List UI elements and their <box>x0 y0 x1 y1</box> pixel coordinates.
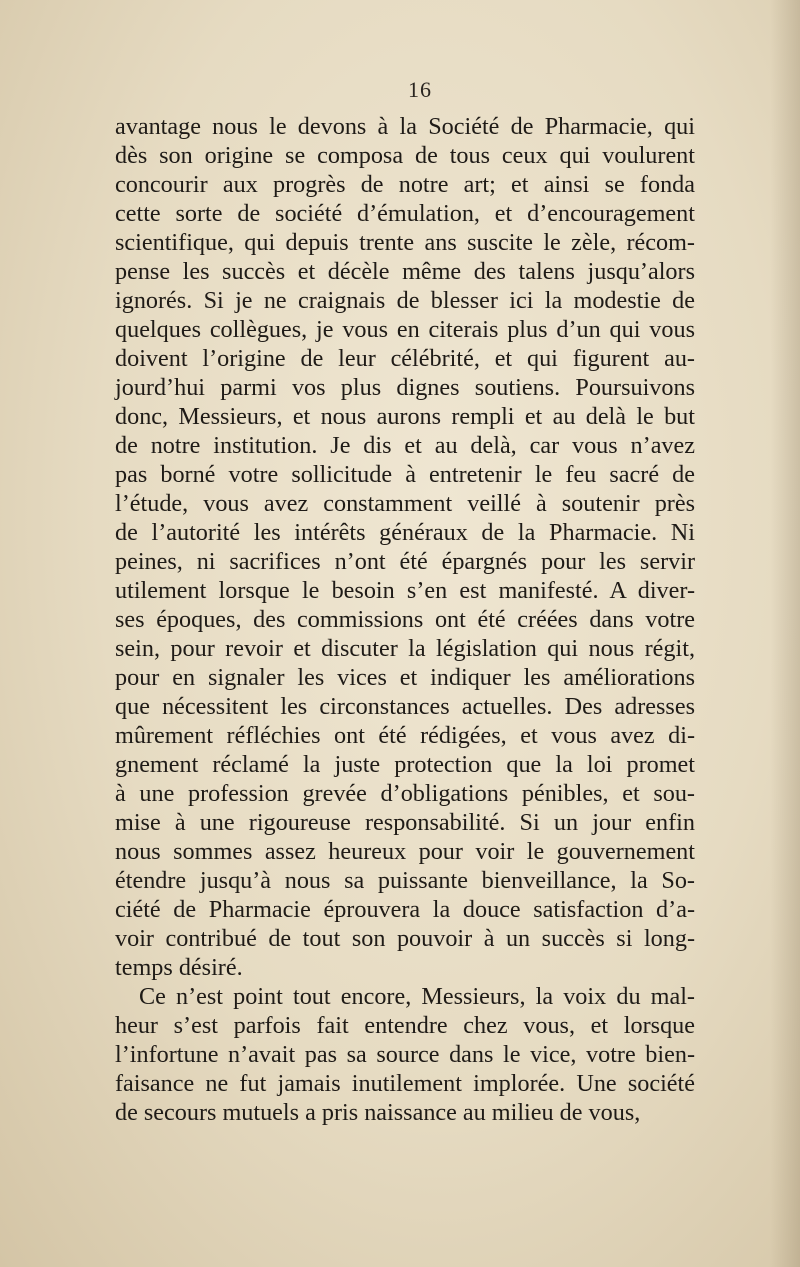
text-line: ignorés. Si je ne craignais de blesser ici la modestie de <box>115 287 695 314</box>
text-line: de notre institution. Je dis et au delà, car vous n’avez <box>115 432 695 459</box>
page-edge-shadow <box>770 0 800 1267</box>
text-line: utilement lorsque le besoin s’en est manifesté. A diver- <box>115 577 695 604</box>
text-line: l’infortune n’avait pas sa source dans le vice, votre bien- <box>115 1041 695 1068</box>
text-line: pas borné votre sollicitude à entretenir le feu sacré de <box>115 461 695 488</box>
text-line: faisance ne fut jamais inutilement implorée. Une société <box>115 1070 695 1097</box>
text-line: de l’autorité les intérêts généraux de la Pharmacie. Ni <box>115 519 695 546</box>
page-number: 16 <box>408 77 432 102</box>
text-line: avantage nous le devons à la Société de Pharmacie, qui <box>115 113 695 140</box>
text-line: que nécessitent les circonstances actuelles. Des adresses <box>115 693 695 720</box>
text-line: jourd’hui parmi vos plus dignes soutiens. Poursuivons <box>115 374 695 401</box>
text-line: sein, pour revoir et discuter la législation qui nous régit, <box>115 635 695 662</box>
text-line: voir contribué de tout son pouvoir à un succès si long- <box>115 925 695 952</box>
text-line: Ce n’est point tout encore, Messieurs, la voix du mal- <box>139 983 695 1010</box>
text-line: dès son origine se composa de tous ceux qui voulurent <box>115 142 695 169</box>
text-line: quelques collègues, je vous en citerais plus d’un qui vous <box>115 316 695 343</box>
body-text <box>115 112 695 1127</box>
text-line: l’étude, vous avez constamment veillé à soutenir près <box>115 490 695 517</box>
text-line: de secours mutuels a pris naissance au milieu de vous, <box>115 1099 641 1126</box>
text-line: ses époques, des commissions ont été créées dans votre <box>115 606 695 633</box>
text-line: heur s’est parfois fait entendre chez vous, et lorsque <box>115 1012 695 1039</box>
text-line: concourir aux progrès de notre art; et ainsi se fonda <box>115 171 695 198</box>
text-line: pense les succès et décèle même des talens jusqu’alors <box>115 258 695 285</box>
text-line: temps désiré. <box>115 954 243 981</box>
text-line: doivent l’origine de leur célébrité, et qui figurent au- <box>115 345 695 372</box>
text-line: cette sorte de société d’émulation, et d’encouragement <box>115 200 695 227</box>
text-line: ciété de Pharmacie éprouvera la douce satisfaction d’a- <box>115 896 695 923</box>
text-line: étendre jusqu’à nous sa puissante bienveillance, la So- <box>115 867 695 894</box>
text-line: scientifique, qui depuis trente ans suscite le zèle, récom- <box>115 229 695 256</box>
text-line: mûrement réfléchies ont été rédigées, et vous avez di- <box>115 722 695 749</box>
text-line: à une profession grevée d’obligations pénibles, et sou- <box>115 780 695 807</box>
text-line: donc, Messieurs, et nous aurons rempli et au delà le but <box>115 403 695 430</box>
text-line: nous sommes assez heureux pour voir le gouvernement <box>115 838 695 865</box>
text-line: pour en signaler les vices et indiquer les améliorations <box>115 664 695 691</box>
text-line: gnement réclamé la juste protection que la loi promet <box>115 751 695 778</box>
text-line: mise à une rigoureuse responsabilité. Si un jour enfin <box>115 809 695 836</box>
text-line: peines, ni sacrifices n’ont été épargnés pour les servir <box>115 548 695 575</box>
